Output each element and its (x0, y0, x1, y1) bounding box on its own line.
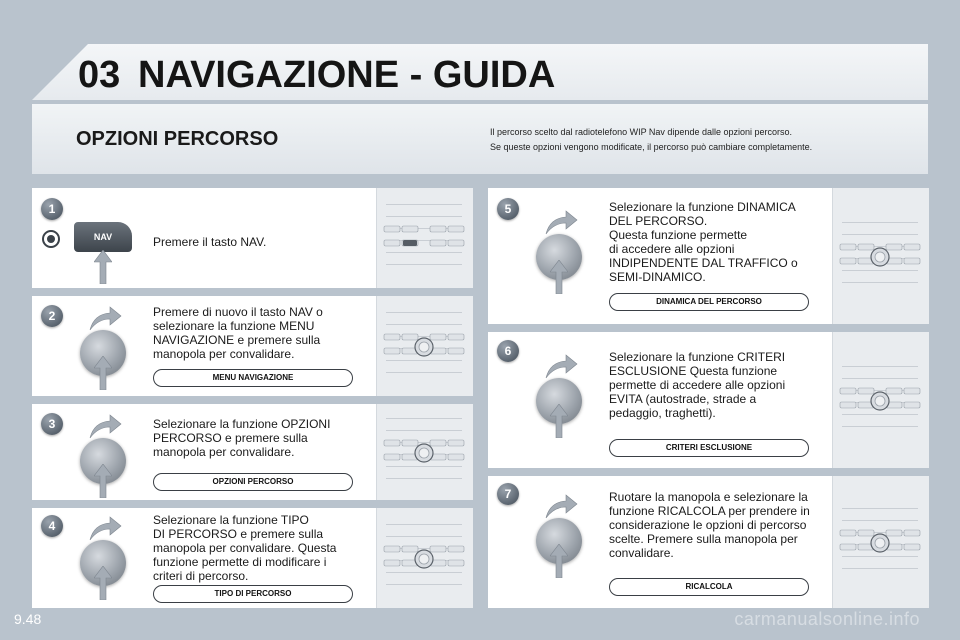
radio-front-panel-image (836, 500, 924, 584)
step-5-instruction-text: Selezionare la funzione DINAMICA DEL PERCORSO. Questa funzione permette di accedere alle opzioni INDIPENDENTE DAL TRAFFICO o SEMI-DINAMICO. (609, 200, 798, 284)
rotate-arrow-icon (544, 210, 578, 236)
settings-info-icon (42, 230, 60, 248)
step-3-instruction-text: Selezionare la funzione OPZIONI PERCORSO e premere sulla manopola per convalidare. (153, 417, 331, 459)
step-1-instruction-text: Premere il tasto NAV. (153, 235, 267, 249)
step-2-menu-label: MENU NAVIGAZIONE (153, 369, 353, 387)
step-2-number-badge: 2 (41, 305, 63, 327)
settings-info-icon-dot (47, 235, 55, 243)
press-arrow-icon (94, 356, 112, 390)
radio-front-panel-image (836, 214, 924, 298)
press-arrow-icon (94, 464, 112, 498)
step-7-instruction-text: Ruotare la manopola e selezionare la funzione RICALCOLA per prendere in considerazione le opzioni di percorso scelte. Premere sulla manopola per convalidare. (609, 490, 810, 560)
rotate-arrow-icon (88, 414, 122, 440)
intro-line-1: Il percorso scelto dal radiotelefono WIP Nav dipende dalle opzioni percorso. (490, 127, 793, 137)
rotate-arrow-icon (544, 494, 578, 520)
step-6-menu-label: CRITERI ESCLUSIONE (609, 439, 809, 457)
step-3-number-badge: 3 (41, 413, 63, 435)
rotate-arrow-icon (88, 306, 122, 332)
section-title: OPZIONI PERCORSO (76, 128, 279, 150)
radio-front-panel-image (380, 196, 468, 280)
radio-front-panel-image (380, 304, 468, 388)
step-7-menu-label: RICALCOLA (609, 578, 809, 596)
press-arrow-icon (94, 566, 112, 600)
step-7-number-badge: 7 (497, 483, 519, 505)
step-5-number-badge: 5 (497, 198, 519, 220)
rotate-arrow-icon (544, 354, 578, 380)
nav-key-icon: NAV (74, 222, 132, 252)
step-5-menu-label: DINAMICA DEL PERCORSO (609, 293, 809, 311)
step-6-number-badge: 6 (497, 340, 519, 362)
intro-line-2: Se queste opzioni vengono modificate, il percorso può cambiare completamente. (490, 142, 813, 152)
step-4-number-badge: 4 (41, 515, 63, 537)
radio-front-panel-image (380, 410, 468, 494)
step-1-number-badge: 1 (41, 198, 63, 220)
chapter-title: NAVIGAZIONE - GUIDA (138, 54, 556, 96)
step-4-instruction-text: Selezionare la funzione TIPO DI PERCORSO e premere sulla manopola per convalidare. Questa funzione permette di modificare i criteri di percorso. (153, 513, 337, 583)
step-3-menu-label: OPZIONI PERCORSO (153, 473, 353, 491)
step-2-instruction-text: Premere di nuovo il tasto NAV o selezionare la funzione MENU NAVIGAZIONE e premere sulla manopola per convalidare. (153, 305, 323, 361)
radio-front-panel-image (380, 516, 468, 600)
page-number: 9.48 (14, 611, 42, 627)
press-arrow-icon (94, 250, 112, 284)
press-arrow-icon (550, 404, 568, 438)
radio-front-panel-image (836, 358, 924, 442)
chapter-number: 03 (78, 54, 121, 96)
step-6-instruction-text: Selezionare la funzione CRITERI ESCLUSIONE Questa funzione permette di accedere alle opzioni EVITA (autostrade, strade a pedaggio, traghetti). (609, 350, 786, 420)
step-4-menu-label: TIPO DI PERCORSO (153, 585, 353, 603)
rotate-arrow-icon (88, 516, 122, 542)
watermark: carmanualsonline.info (734, 609, 920, 629)
press-arrow-icon (550, 544, 568, 578)
press-arrow-icon (550, 260, 568, 294)
